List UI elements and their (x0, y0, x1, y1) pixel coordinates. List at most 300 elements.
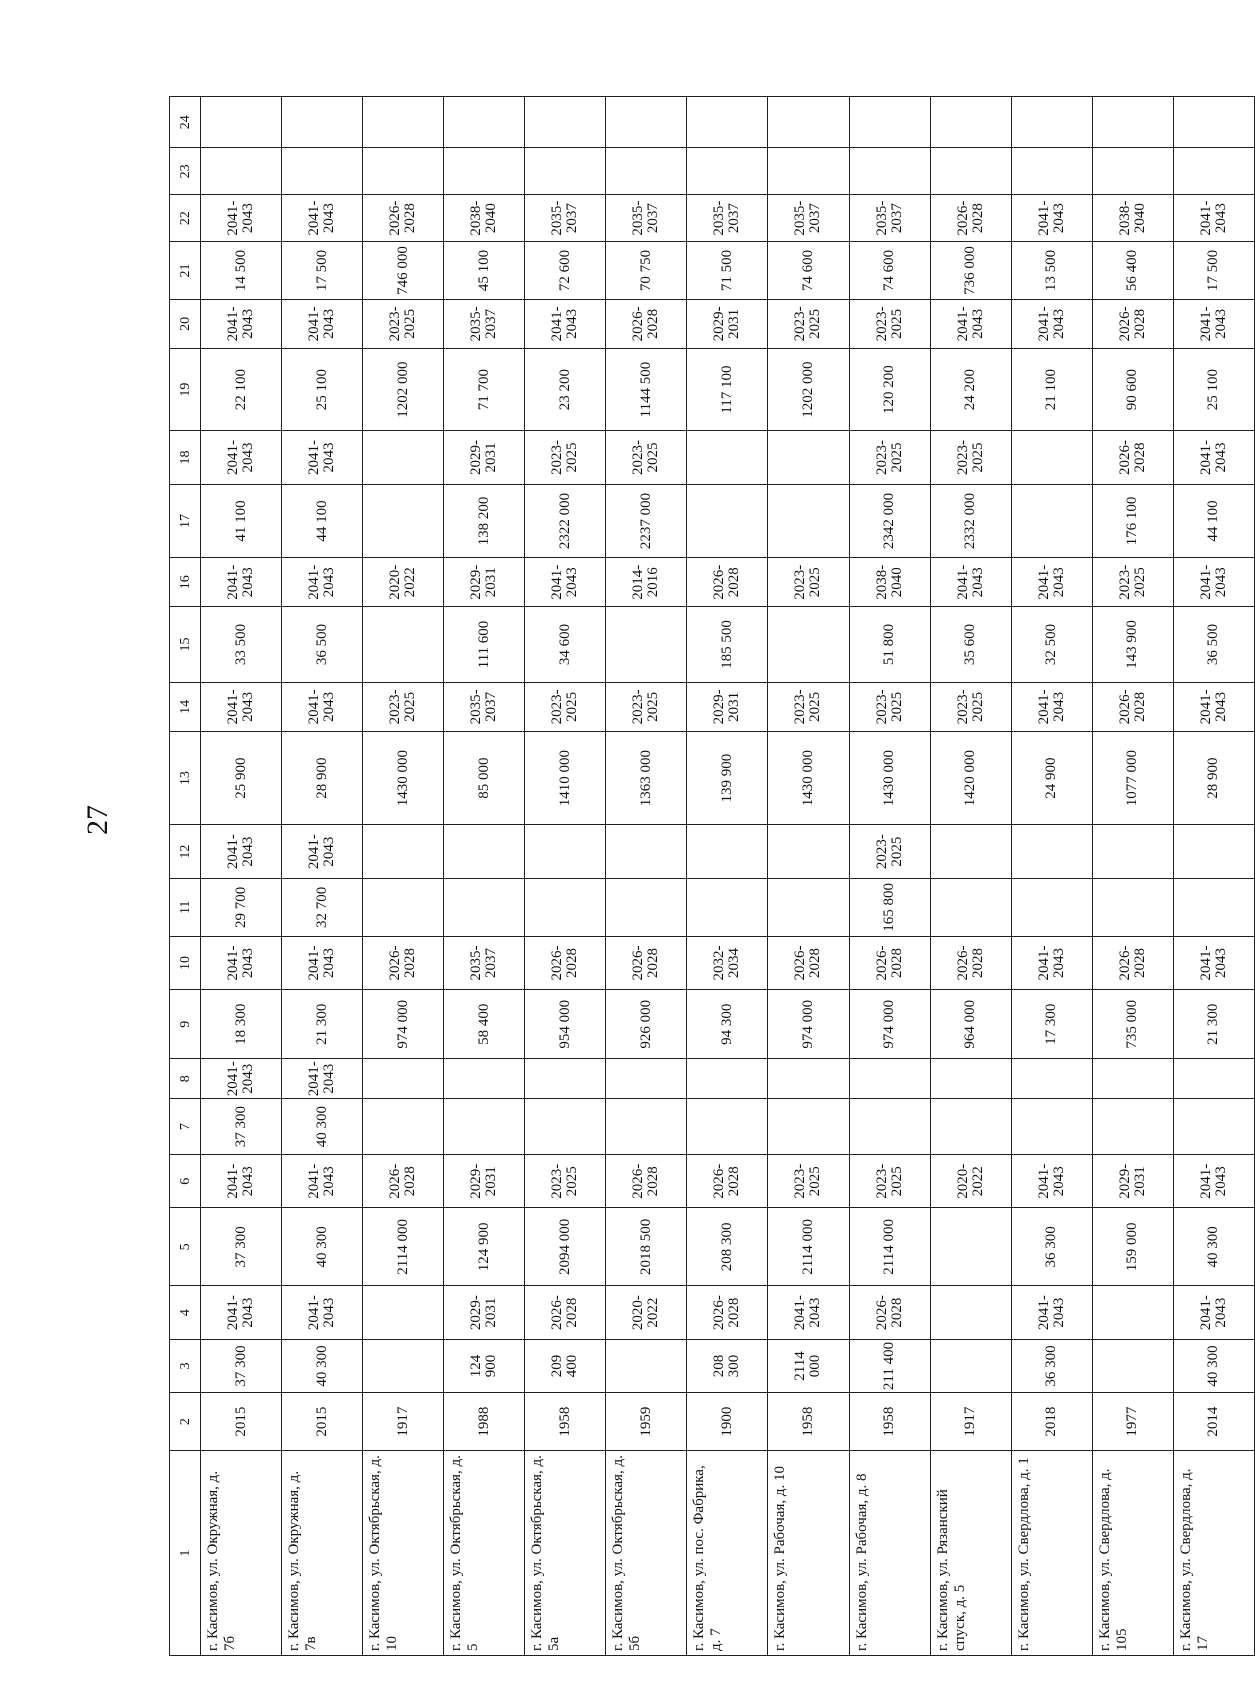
table-cell (1092, 97, 1173, 148)
table-cell (1092, 825, 1173, 878)
table-cell: 2023-2025 (930, 431, 1011, 484)
table-cell: 2029-2031 (687, 299, 768, 348)
table-cell: 25 100 (1173, 348, 1254, 430)
table-cell: 2023-2025 (525, 431, 606, 484)
table-row (930, 97, 1011, 1656)
table-cell: 2029-2031 (444, 431, 525, 484)
column-header-3: 3 (170, 1339, 201, 1392)
table-cell: 2114 000 (768, 1339, 849, 1392)
table-cell (1011, 1059, 1092, 1099)
table-cell: 185 500 (687, 607, 768, 683)
column-header-21: 21 (170, 242, 201, 300)
table-cell (606, 1099, 687, 1155)
table-cell: 2041-2043 (282, 558, 363, 607)
table-cell: 974 000 (768, 990, 849, 1059)
table-cell (768, 484, 849, 557)
table-cell (930, 825, 1011, 878)
table-cell: 2342 000 (849, 484, 930, 557)
table-cell (687, 1099, 768, 1155)
address-cell: г. Касимов, ул. Окружная, д. 7б (201, 1451, 282, 1656)
table-cell: 35 600 (930, 607, 1011, 683)
table-cell: 2023-2025 (1092, 558, 1173, 607)
table-cell: 208 300 (687, 1339, 768, 1392)
table-cell (930, 97, 1011, 148)
table-cell: 37 300 (201, 1208, 282, 1286)
table-cell: 2041-2043 (282, 431, 363, 484)
table-cell: 139 900 (687, 731, 768, 825)
table-cell (363, 1339, 444, 1392)
table-cell (444, 1099, 525, 1155)
table-cell: 17 500 (1173, 242, 1254, 300)
table-cell (849, 148, 930, 195)
table-cell: 2041-2043 (201, 558, 282, 607)
table-cell (768, 1059, 849, 1099)
address-cell: г. Касимов, ул. Октябрьская, д. 10 (363, 1451, 444, 1656)
table-cell (1092, 1339, 1173, 1392)
table-cell: 2041-2043 (1173, 682, 1254, 731)
table-cell: 2041-2043 (930, 558, 1011, 607)
table-cell: 2041-2043 (1011, 558, 1092, 607)
table-cell (849, 1059, 930, 1099)
table-cell: 2035-2037 (444, 299, 525, 348)
table-cell: 40 300 (282, 1208, 363, 1286)
table-row (282, 97, 363, 1656)
column-header-6: 6 (170, 1154, 201, 1207)
column-header-2: 2 (170, 1393, 201, 1451)
table-cell (1092, 878, 1173, 936)
table-cell: 2041-2043 (282, 936, 363, 989)
table-cell (1173, 148, 1254, 195)
table-cell: 70 750 (606, 242, 687, 300)
table-cell (1092, 148, 1173, 195)
column-header-11: 11 (170, 878, 201, 936)
table-cell: 2032-2034 (687, 936, 768, 989)
table-cell: 2041-2043 (201, 299, 282, 348)
table-cell: 2041-2043 (1173, 558, 1254, 607)
table-cell: 2035-2037 (849, 195, 930, 242)
table-cell (606, 97, 687, 148)
table-cell: 964 000 (930, 990, 1011, 1059)
table-cell: 2026-2028 (525, 1286, 606, 1339)
table-cell (768, 148, 849, 195)
table-cell: 736 000 (930, 242, 1011, 300)
table-cell: 40 300 (282, 1339, 363, 1392)
table-cell: 2038-2040 (1092, 195, 1173, 242)
table-cell: 1959 (606, 1393, 687, 1451)
table-cell (768, 878, 849, 936)
table-cell: 1917 (930, 1393, 1011, 1451)
table-cell: 34 600 (525, 607, 606, 683)
address-cell: г. Касимов, ул. Свердлова, д. 17 (1173, 1451, 1254, 1656)
table-cell: 1420 000 (930, 731, 1011, 825)
table-cell: 28 900 (282, 731, 363, 825)
address-cell: г. Касимов, ул. Свердлова, д. 1 (1011, 1451, 1092, 1656)
table-cell (444, 878, 525, 936)
table-cell: 2035-2037 (606, 195, 687, 242)
table-cell: 40 300 (1173, 1208, 1254, 1286)
table-cell: 2041-2043 (282, 682, 363, 731)
table-cell: 40 300 (1173, 1339, 1254, 1392)
table-cell (768, 1099, 849, 1155)
column-header-22: 22 (170, 195, 201, 242)
table-cell: 2041-2043 (282, 825, 363, 878)
address-cell: г. Касимов, ул. Свердлова, д. 105 (1092, 1451, 1173, 1656)
table-cell: 138 200 (444, 484, 525, 557)
table-cell: 974 000 (363, 990, 444, 1059)
table-cell (687, 825, 768, 878)
table-cell: 2041-2043 (282, 195, 363, 242)
table-cell: 1988 (444, 1393, 525, 1451)
table-row (1173, 97, 1254, 1656)
table-cell (363, 878, 444, 936)
table-cell: 71 500 (687, 242, 768, 300)
table-cell: 2023-2025 (768, 299, 849, 348)
table-cell: 2041-2043 (1173, 299, 1254, 348)
table-cell: 2114 000 (849, 1208, 930, 1286)
table-cell: 44 100 (282, 484, 363, 557)
table-cell: 17 300 (1011, 990, 1092, 1059)
table-cell: 2023-2025 (930, 682, 1011, 731)
address-cell: г. Касимов, ул. Окружная, д. 7в (282, 1451, 363, 1656)
table-cell: 211 400 (849, 1339, 930, 1392)
column-header-5: 5 (170, 1208, 201, 1286)
table-cell (525, 97, 606, 148)
table-row (363, 97, 444, 1656)
table-cell: 746 000 (363, 242, 444, 300)
capital-repair-table (169, 96, 1255, 1656)
table-cell (363, 607, 444, 683)
table-cell: 2026-2028 (606, 1154, 687, 1207)
table-cell (687, 878, 768, 936)
table-cell (687, 1059, 768, 1099)
table-cell: 926 000 (606, 990, 687, 1059)
column-header-16: 16 (170, 558, 201, 607)
column-header-8: 8 (170, 1059, 201, 1099)
table-cell: 24 900 (1011, 731, 1092, 825)
table-cell (444, 97, 525, 148)
table-cell (606, 878, 687, 936)
table-cell: 1958 (768, 1393, 849, 1451)
table-cell: 2041-2043 (201, 682, 282, 731)
table-cell: 2041-2043 (282, 1059, 363, 1099)
table-cell (282, 97, 363, 148)
table-cell (930, 1286, 1011, 1339)
table-cell: 1363 000 (606, 731, 687, 825)
table-cell: 2023-2025 (849, 682, 930, 731)
table-cell (768, 97, 849, 148)
table-cell: 2018 (1011, 1393, 1092, 1451)
table-cell: 1202 000 (363, 348, 444, 430)
table-cell: 2026-2028 (525, 936, 606, 989)
table-cell: 94 300 (687, 990, 768, 1059)
table-cell: 2015 (282, 1393, 363, 1451)
table-row (687, 97, 768, 1656)
table-cell (849, 1099, 930, 1155)
table-cell: 2026-2028 (930, 195, 1011, 242)
table-cell (1092, 1286, 1173, 1339)
table-cell: 1958 (849, 1393, 930, 1451)
table-cell: 2014 (1173, 1393, 1254, 1451)
page-number: 27 (81, 805, 114, 835)
table-cell: 2237 000 (606, 484, 687, 557)
table-cell: 41 100 (201, 484, 282, 557)
table-cell: 90 600 (1092, 348, 1173, 430)
table-cell: 2026-2028 (363, 936, 444, 989)
table-cell: 36 300 (1011, 1339, 1092, 1392)
column-header-12: 12 (170, 825, 201, 878)
table-cell: 176 100 (1092, 484, 1173, 557)
table-cell: 2041-2043 (282, 1154, 363, 1207)
column-header-9: 9 (170, 990, 201, 1059)
column-header-13: 13 (170, 731, 201, 825)
table-cell: 2029-2031 (1092, 1154, 1173, 1207)
table-cell: 2041-2043 (1173, 431, 1254, 484)
table-cell: 14 500 (201, 242, 282, 300)
table-cell: 974 000 (849, 990, 930, 1059)
address-cell: г. Касимов, ул. пос. Фабрика, д. 7 (687, 1451, 768, 1656)
table-cell: 2023-2025 (768, 682, 849, 731)
table-cell (363, 1059, 444, 1099)
table-cell: 36 500 (1173, 607, 1254, 683)
table-cell: 2026-2028 (849, 1286, 930, 1339)
table-cell (606, 1059, 687, 1099)
table-cell: 22 100 (201, 348, 282, 430)
table-cell: 51 800 (849, 607, 930, 683)
table-cell: 72 600 (525, 242, 606, 300)
table-cell: 2038-2040 (444, 195, 525, 242)
table-cell (201, 148, 282, 195)
table-cell: 2014-2016 (606, 558, 687, 607)
table-cell: 1430 000 (849, 731, 930, 825)
table-cell (525, 878, 606, 936)
table-cell (1092, 1099, 1173, 1155)
table-cell: 2035-2037 (768, 195, 849, 242)
table-cell (525, 825, 606, 878)
table-cell: 2023-2025 (525, 1154, 606, 1207)
table-cell: 1202 000 (768, 348, 849, 430)
table-cell: 2026-2028 (363, 1154, 444, 1207)
table-cell: 37 300 (201, 1339, 282, 1392)
table-cell: 71 700 (444, 348, 525, 430)
table-cell: 111 600 (444, 607, 525, 683)
table-cell: 2023-2025 (525, 682, 606, 731)
table-cell: 2026-2028 (1092, 682, 1173, 731)
table-cell: 2026-2028 (1092, 936, 1173, 989)
table-cell: 2041-2043 (1011, 936, 1092, 989)
table-cell (444, 1059, 525, 1099)
table-cell: 2023-2025 (768, 1154, 849, 1207)
table-cell: 28 900 (1173, 731, 1254, 825)
table-cell: 2041-2043 (1011, 195, 1092, 242)
table-cell: 2029-2031 (687, 682, 768, 731)
table-cell: 1144 500 (606, 348, 687, 430)
table-cell: 74 600 (768, 242, 849, 300)
table-cell (525, 148, 606, 195)
table-cell: 2041-2043 (201, 1059, 282, 1099)
column-header-23: 23 (170, 148, 201, 195)
column-header-1: 1 (170, 1451, 201, 1656)
table-cell: 33 500 (201, 607, 282, 683)
table-cell (1011, 484, 1092, 557)
table-cell (1173, 878, 1254, 936)
table-cell: 58 400 (444, 990, 525, 1059)
table-cell: 37 300 (201, 1099, 282, 1155)
table-cell (606, 607, 687, 683)
table-cell: 2041-2043 (930, 299, 1011, 348)
table-cell: 159 000 (1092, 1208, 1173, 1286)
table-cell (930, 148, 1011, 195)
table-cell: 2026-2028 (849, 936, 930, 989)
table-cell: 21 100 (1011, 348, 1092, 430)
table-cell: 2026-2028 (687, 1154, 768, 1207)
table-cell (687, 97, 768, 148)
table-cell (1173, 97, 1254, 148)
table-cell (930, 1059, 1011, 1099)
table-cell: 56 400 (1092, 242, 1173, 300)
table-cell (1011, 431, 1092, 484)
table-cell (606, 1339, 687, 1392)
table-cell: 45 100 (444, 242, 525, 300)
address-cell: г. Касимов, ул. Октябрьская, д. 5 (444, 1451, 525, 1656)
table-cell: 2026-2028 (930, 936, 1011, 989)
table-cell: 2332 000 (930, 484, 1011, 557)
table-cell: 1430 000 (363, 731, 444, 825)
column-header-14: 14 (170, 682, 201, 731)
table-cell (687, 484, 768, 557)
table-cell: 2023-2025 (363, 682, 444, 731)
table-cell: 2026-2028 (768, 936, 849, 989)
table-cell (363, 431, 444, 484)
table-cell: 2023-2025 (849, 1154, 930, 1207)
table-cell: 120 200 (849, 348, 930, 430)
table-cell: 143 900 (1092, 607, 1173, 683)
table-cell (930, 1208, 1011, 1286)
address-cell: г. Касимов, ул. Рабочая, д. 10 (768, 1451, 849, 1656)
table-cell: 2041-2043 (1173, 1286, 1254, 1339)
table-cell (930, 1099, 1011, 1155)
table-cell: 1430 000 (768, 731, 849, 825)
column-header-7: 7 (170, 1099, 201, 1155)
table-cell (606, 825, 687, 878)
table-row (1011, 97, 1092, 1656)
table-cell: 2029-2031 (444, 558, 525, 607)
table-cell: 2020-2022 (363, 558, 444, 607)
table-cell: 2041-2043 (1173, 195, 1254, 242)
table-cell (606, 148, 687, 195)
table-cell (849, 97, 930, 148)
table-cell: 2041-2043 (525, 299, 606, 348)
table-cell (1173, 1099, 1254, 1155)
table-cell (282, 148, 363, 195)
table-cell (525, 1099, 606, 1155)
table-cell: 165 800 (849, 878, 930, 936)
table-cell (363, 1286, 444, 1339)
table-cell (1173, 825, 1254, 878)
table-cell (1011, 878, 1092, 936)
table-cell (1011, 97, 1092, 148)
table-cell: 2023-2025 (849, 431, 930, 484)
table-row (1092, 97, 1173, 1656)
table-cell: 2041-2043 (768, 1286, 849, 1339)
table-cell: 954 000 (525, 990, 606, 1059)
table-cell: 735 000 (1092, 990, 1173, 1059)
table-cell (768, 825, 849, 878)
table-cell: 2023-2025 (606, 682, 687, 731)
table-cell: 2026-2028 (687, 558, 768, 607)
table-cell: 2041-2043 (201, 1154, 282, 1207)
table-cell: 2041-2043 (282, 1286, 363, 1339)
table-cell: 36 500 (282, 607, 363, 683)
table-cell: 2023-2025 (849, 825, 930, 878)
table-cell: 25 100 (282, 348, 363, 430)
column-header-19: 19 (170, 348, 201, 430)
table-cell (363, 1099, 444, 1155)
column-header-18: 18 (170, 431, 201, 484)
column-header-20: 20 (170, 299, 201, 348)
table-cell (687, 431, 768, 484)
table-cell (444, 148, 525, 195)
column-header-15: 15 (170, 607, 201, 683)
table-cell (363, 484, 444, 557)
table-cell: 2114 000 (768, 1208, 849, 1286)
table-cell: 1977 (1092, 1393, 1173, 1451)
table-cell: 23 200 (525, 348, 606, 430)
table-cell: 2020-2022 (930, 1154, 1011, 1207)
table-cell: 2041-2043 (1173, 1154, 1254, 1207)
table-cell: 44 100 (1173, 484, 1254, 557)
table-cell (1173, 1059, 1254, 1099)
table-cell: 2094 000 (525, 1208, 606, 1286)
table-cell: 117 100 (687, 348, 768, 430)
table-cell: 25 900 (201, 731, 282, 825)
table-cell: 208 300 (687, 1208, 768, 1286)
table-cell: 2026-2028 (606, 936, 687, 989)
table-row (525, 97, 606, 1656)
table-cell (930, 1339, 1011, 1392)
table-cell: 17 500 (282, 242, 363, 300)
table-cell: 2041-2043 (201, 936, 282, 989)
table-cell: 2038-2040 (849, 558, 930, 607)
table-cell: 1958 (525, 1393, 606, 1451)
table-cell: 2041-2043 (525, 558, 606, 607)
address-cell: г. Касимов, ул. Октябрьская, д. 5а (525, 1451, 606, 1656)
table-cell (363, 148, 444, 195)
table-cell: 2041-2043 (201, 1286, 282, 1339)
table-cell: 36 300 (1011, 1208, 1092, 1286)
table-cell: 1077 000 (1092, 731, 1173, 825)
table-cell: 209 400 (525, 1339, 606, 1392)
table-cell: 124 900 (444, 1208, 525, 1286)
table-cell: 2023-2025 (768, 558, 849, 607)
table-cell: 2041-2043 (201, 825, 282, 878)
table-cell: 40 300 (282, 1099, 363, 1155)
table-cell: 85 000 (444, 731, 525, 825)
table-cell (687, 148, 768, 195)
table-cell (363, 97, 444, 148)
table-row (768, 97, 849, 1656)
table-cell: 2035-2037 (525, 195, 606, 242)
table-cell: 2041-2043 (1011, 1154, 1092, 1207)
table-cell (201, 97, 282, 148)
column-header-17: 17 (170, 484, 201, 557)
address-cell: г. Касимов, ул. Октябрьская, д. 5б (606, 1451, 687, 1656)
table-cell: 124 900 (444, 1339, 525, 1392)
table-cell: 13 500 (1011, 242, 1092, 300)
table-cell: 1917 (363, 1393, 444, 1451)
table-cell: 2114 000 (363, 1208, 444, 1286)
table-row (444, 97, 525, 1656)
table-cell: 2015 (201, 1393, 282, 1451)
